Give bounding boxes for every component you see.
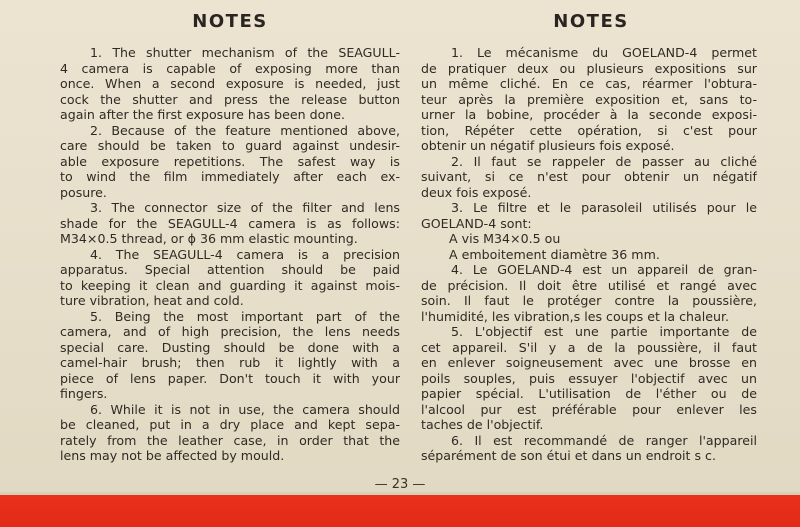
text-line: séparément de son étui et dans un endroit s c. — [421, 448, 716, 463]
text-line: rately from the leather case, in order that the — [60, 432, 400, 448]
text-line: tion, Répéter cette opération, si c'est pour — [421, 122, 757, 138]
text-line: to wind the film immediately after each ex- — [60, 169, 400, 184]
text-line: camera, and of high precision, the lens needs — [60, 324, 400, 339]
text-line: 4. The SEAGULL-4 camera is a precision — [90, 246, 400, 262]
notes-column-french — [421, 8, 757, 464]
text-line: un même cliché. En ce cas, réarmer l'obtura- — [421, 76, 757, 91]
text-line: poils souples, puis essuyer l'objectif avec un — [421, 370, 757, 386]
text-line: able exposure repetitions. The safest way is — [60, 153, 400, 169]
text-line: M34×0.5 thread, or ϕ 36 mm elastic mounting. — [60, 231, 358, 246]
text-line: 4. Le GOELAND-4 est un appareil de gran- — [451, 262, 757, 277]
text-line: lens may not be affected by mould. — [60, 448, 285, 463]
text-line: piece of lens paper. Don't touch it with your — [60, 370, 400, 386]
text-line: care should be taken to guard against undesir- — [60, 138, 400, 153]
text-line: camel-hair brush; then rub it lightly with a — [60, 355, 400, 370]
text-line: l'humidité, les vibration,s les coups et la chaleur. — [421, 308, 729, 324]
page-number: — 23 — — [374, 477, 426, 492]
text-line: shade for the SEAGULL-4 camera is as follows: — [60, 215, 400, 231]
text-line: 6. While it is not in use, the camera should — [90, 401, 400, 417]
text-line: de précision. Il doit être utilisé et rangé avec — [421, 277, 757, 293]
text-line: once. When a second exposure is needed, just — [60, 76, 400, 91]
text-line: 3. Le filtre et le parasoleil utilisés pour le — [451, 200, 757, 215]
text-line: GOELAND-4 sont: — [421, 215, 532, 231]
text-line: suivant, si ce n'est pour obtenir un négatif — [421, 169, 757, 184]
text-line: A emboitement diamètre 36 mm. — [449, 246, 660, 262]
text-line: soin. Il faut le protéger contre la poussière, — [421, 293, 757, 308]
notes-heading-french: NOTES — [553, 11, 629, 32]
text-line: A vis M34×0.5 ou — [449, 231, 561, 246]
text-line: 1. The shutter mechanism of the SEAGULL- — [90, 45, 400, 60]
text-line: 1. Le mécanisme du GOELAND-4 permet — [451, 45, 757, 60]
text-line: deux fois exposé. — [421, 184, 532, 200]
text-line: 4 camera is capable of exposing more than — [60, 60, 400, 76]
text-line: de pratiquer deux ou plusieurs expositions sur — [421, 60, 757, 76]
text-line: l'alcool pur est préférable pour enlever les — [421, 401, 757, 417]
text-line: 3. The connector size of the filter and lens — [90, 200, 400, 215]
text-line: 2. Il faut se rappeler de passer au cliché — [451, 153, 757, 169]
text-line: posure. — [60, 184, 107, 200]
notes-text-english — [60, 45, 400, 464]
text-line: to keeping it clean and guarding it against mois- — [60, 277, 400, 293]
text-line: 6. Il est recommandé de ranger l'appareil — [451, 432, 757, 448]
text-line: again after the first exposure has been done. — [60, 107, 346, 122]
text-line: apparatus. Special attention should be paid — [60, 262, 400, 277]
text-line: cock the shutter and press the release button — [60, 91, 400, 107]
red-cover-band — [0, 495, 800, 527]
text-line: teur après la première exposition et, sans to- — [421, 91, 757, 107]
text-line: obtenir un négatif plusieurs fois exposé. — [421, 138, 675, 153]
text-line: be cleaned, put in a dry place and kept sepa- — [60, 417, 400, 432]
text-line: papier spécial. L'utilisation de l'éther ou de — [421, 386, 757, 401]
text-line: taches de l'objectif. — [421, 417, 544, 432]
text-line: 2. Because of the feature mentioned above, — [90, 122, 400, 138]
text-line: 5. L'objectif est une partie importante de — [451, 324, 757, 339]
text-line: 5. Being the most important part of the — [90, 308, 400, 324]
text-line: fingers. — [60, 386, 108, 401]
notes-column-english — [60, 8, 400, 464]
text-line: special care. Dusting should be done with a — [60, 339, 400, 355]
text-line: urner la bobine, procéder à la seconde exposi- — [421, 107, 757, 122]
text-line: ture vibration, heat and cold. — [60, 293, 244, 308]
text-line: cet appareil. S'il y a de la poussière, il faut — [421, 339, 757, 355]
notes-text-french — [421, 45, 757, 464]
text-line: en enlever soigneusement avec une brosse en — [421, 355, 757, 370]
notes-heading-english: NOTES — [192, 11, 268, 32]
